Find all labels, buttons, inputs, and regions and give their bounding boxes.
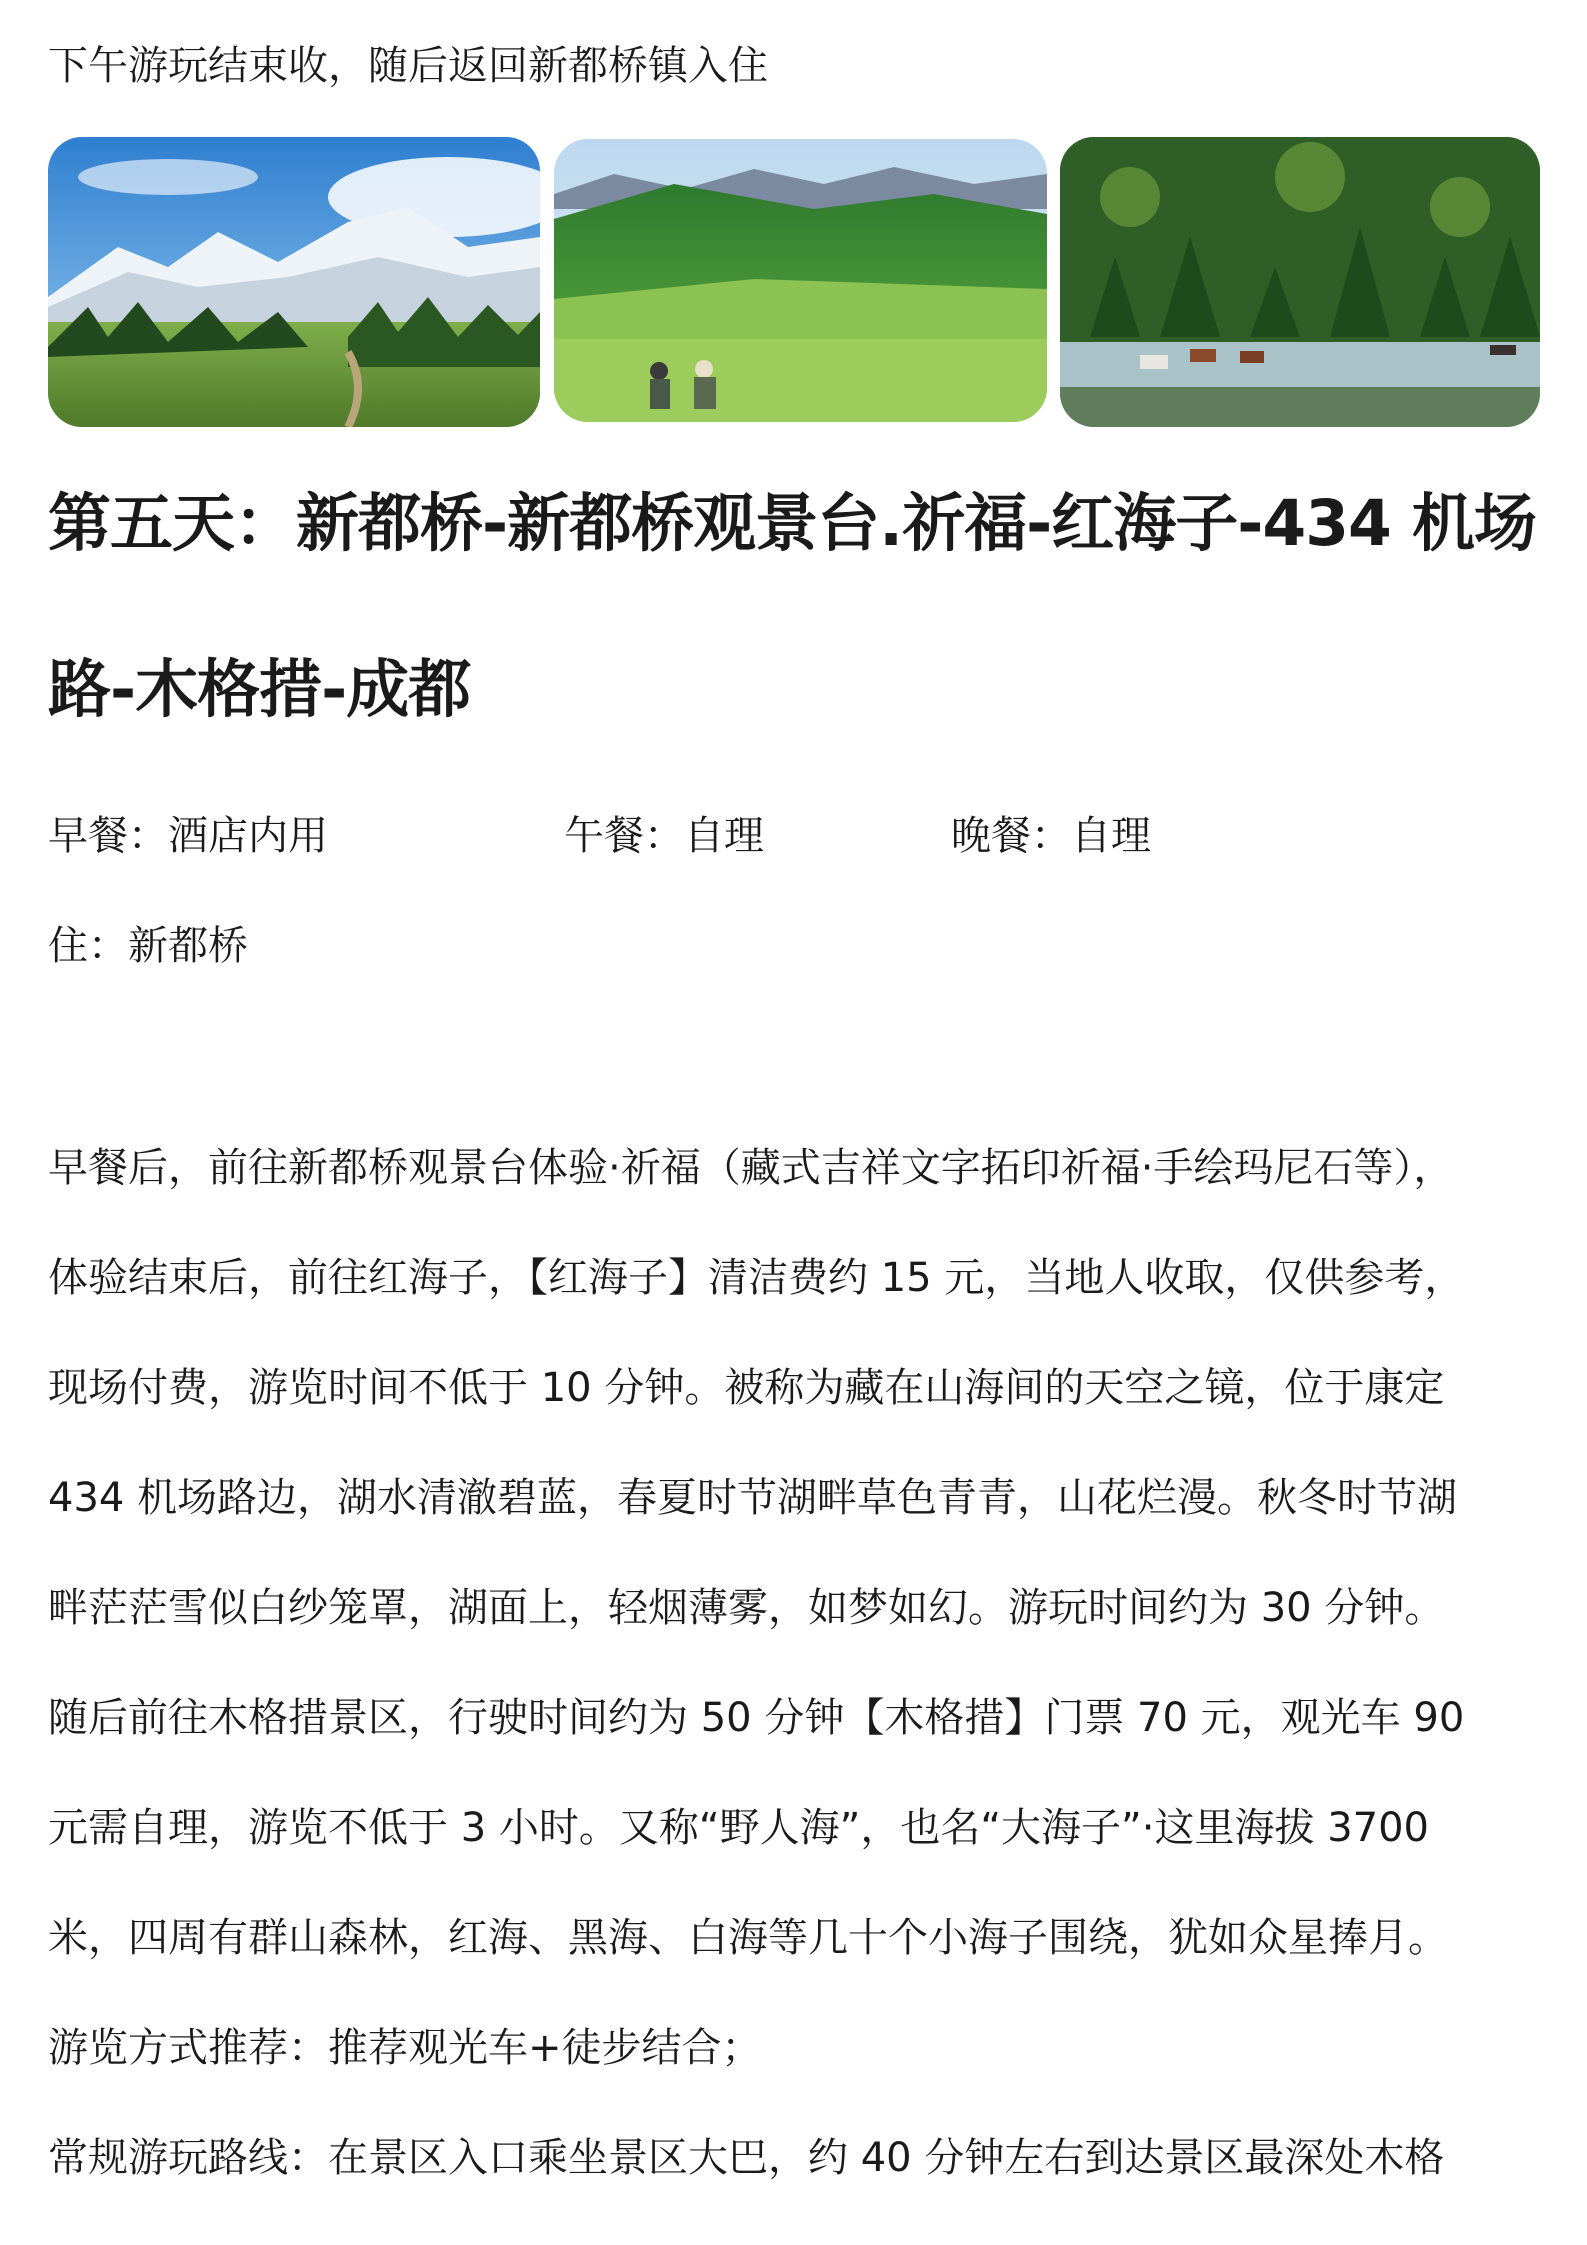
body-line: 元需自理，游览不低于 3 小时。又称“野人海”，也名“大海子”·这里海拔 3700 [48, 1805, 1429, 1851]
body-line: 常规游玩路线：在景区入口乘坐景区大巴，约 40 分钟左右到达景区最深处木格 [48, 2135, 1445, 2181]
meal-info [48, 808, 1540, 864]
lunch-info: 午餐：自理 [564, 813, 764, 859]
body-line: 随后前往木格措景区，行驶时间约为 50 分钟【木格措】门票 70 元，观光车 90 [48, 1695, 1465, 1741]
photo-lake-horses [1060, 137, 1540, 427]
body-line: 现场付费，游览时间不低于 10 分钟。被称为藏在山海间的天空之镜，位于康定 [48, 1365, 1445, 1411]
body-line: 畔茫茫雪似白纱笼罩，湖面上，轻烟薄雾，如梦如幻。游玩时间约为 30 分钟。 [48, 1585, 1445, 1631]
day-title-line-1: 第五天：新都桥-新都桥观景台.祈福-红海子-434 机场 [48, 487, 1536, 560]
body-line: 米，四周有群山森林，红海、黑海、白海等几十个小海子围绕，犹如众星捧月。 [48, 1915, 1448, 1961]
accommodation-info: 住：新都桥 [48, 923, 248, 969]
body-line: 体验结束后，前往红海子，【红海子】清洁费约 15 元，当地人收取，仅供参考， [48, 1255, 1465, 1301]
body-line: 早餐后，前往新都桥观景台体验·祈福（藏式吉祥文字拓印祈福·手绘玛尼石等）， [48, 1145, 1454, 1191]
intro-text: 下午游玩结束收，随后返回新都桥镇入住 [48, 43, 768, 89]
body-line: 游览方式推荐：推荐观光车+徒步结合； [48, 2025, 762, 2071]
photo-snow-mountain-forest [48, 137, 540, 427]
body-line: 434 机场路边，湖水清澈碧蓝，春夏时节湖畔草色青青，山花烂漫。秋冬时节湖 [48, 1475, 1458, 1521]
breakfast-info: 早餐：酒店内用 [48, 813, 328, 859]
photo-strip [48, 137, 1540, 427]
photo-green-meadow [554, 139, 1047, 422]
dinner-info: 晚餐：自理 [951, 813, 1151, 859]
day-title-line-2: 路-木格措-成都 [48, 653, 471, 726]
